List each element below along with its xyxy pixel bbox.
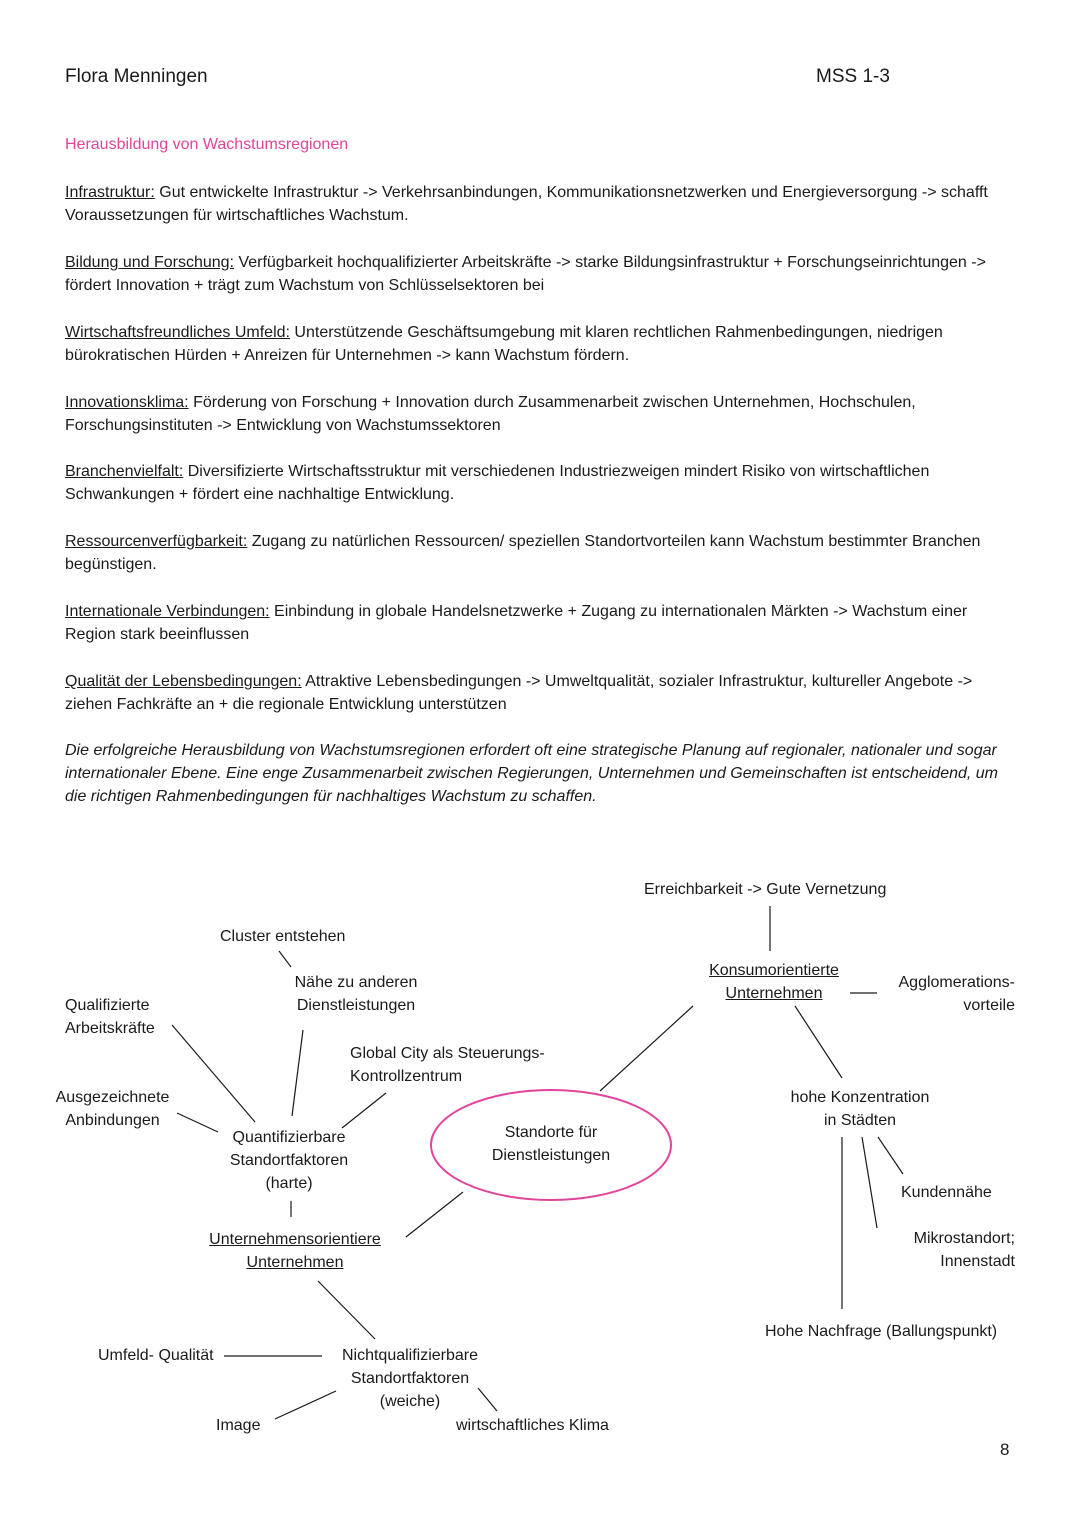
node-line: Konsumorientierte — [709, 962, 839, 979]
node-line: Anbindungen — [65, 1112, 160, 1129]
node-erreichbarkeit: Erreichbarkeit -> Gute Vernetzung — [644, 881, 887, 898]
node-line: Quantifizierbare — [232, 1129, 346, 1146]
factor-term: Branchenvielfalt: — [65, 463, 184, 480]
node-line: Agglomerations- — [898, 974, 1015, 991]
connector-line — [292, 1030, 303, 1116]
factor-text: Einbindung in globale Handelsnetzwerke + Zugang zu internationalen Märkten -> Wachstum einer Region stark beeinflussen — [65, 603, 968, 643]
node-line: hohe Konzentration — [790, 1089, 930, 1106]
author-name: Flora Menningen — [65, 66, 208, 87]
node-line: Global City als Steuerungs- — [350, 1045, 545, 1062]
center-node-line: Standorte für — [504, 1124, 598, 1141]
node-line: Innenstadt — [940, 1253, 1015, 1270]
conclusion-paragraph: Die erfolgreiche Herausbildung von Wachstumsregionen erfordert oft eine strategische Planung auf regionaler, nationaler und sogar internationaler Ebene. Eine enge Zusammenarbeit zwischen Regierungen, Unternehmen und Gemeinschaften ist entscheidend, um die richtigen Rahmenbedingungen für nachhaltiges Wachstum zu schaffen. — [65, 742, 998, 805]
node-konsum — [694, 959, 854, 1005]
node-line: Ausgezeichnete — [55, 1089, 170, 1106]
factor-term: Ressourcenverfügbarkeit: — [65, 533, 248, 550]
node-line: (weiche) — [379, 1393, 441, 1410]
node-line: Mikrostandort; — [913, 1230, 1015, 1247]
node-line: Dienstleistungen — [296, 997, 416, 1014]
node-nachfrage: Hohe Nachfrage (Ballungspunkt) — [765, 1323, 998, 1340]
node-global-city — [350, 1042, 545, 1088]
center-node-line: Dienstleistungen — [491, 1147, 611, 1164]
node-naehe — [286, 971, 426, 1017]
connector-line — [862, 1137, 877, 1228]
factor-term: Bildung und Forschung: — [65, 254, 234, 271]
section-title: Herausbildung von Wachstumsregionen — [65, 136, 349, 153]
node-line: in Städten — [823, 1112, 897, 1129]
factor-text: Attraktive Lebensbedingungen -> Umweltqualität, sozialer Infrastruktur, kultureller Angebote -> ziehen Fachkräfte an + die regionale Entwicklung unterstützen — [65, 673, 973, 713]
node-line: Standortfaktoren — [229, 1152, 349, 1169]
page-number: 8 — [1000, 1440, 1010, 1459]
connector-line — [406, 1192, 463, 1237]
connector-line — [795, 1006, 842, 1078]
connector-line — [172, 1025, 255, 1122]
node-unternehmensorientiert — [195, 1228, 395, 1274]
node-mikrostandort — [880, 1227, 1015, 1273]
center-node — [481, 1121, 621, 1167]
node-line: (harte) — [265, 1175, 313, 1192]
node-qualifizierte — [65, 994, 155, 1040]
factor-text: Verfügbarkeit hochqualifizierter Arbeitskräfte -> starke Bildungsinfrastruktur + Forschungseinrichtungen -> fördert Innovation + trägt zum Wachstum von Schlüsselsektoren bei — [65, 254, 986, 294]
factor-text: Unterstützende Geschäftsumgebung mit klaren rechtlichen Rahmenbedingungen, niedrigen bürokratischen Hürden + Anreizen für Unternehmen -> kann Wachstum fördern. — [65, 324, 943, 364]
node-line: Kontrollzentrum — [350, 1068, 463, 1085]
factor-term: Qualität der Lebensbedingungen: — [65, 673, 302, 690]
factor-text: Förderung von Forschung + Innovation durch Zusammenarbeit zwischen Unternehmen, Hochschulen, Forschungsinstituten -> Entwicklung von Wachstumssektoren — [65, 394, 916, 434]
factor-term: Innovationsklima: — [65, 394, 189, 411]
connector-line — [600, 1006, 693, 1091]
factor-term: Infrastruktur: — [65, 184, 155, 201]
connector-line — [318, 1281, 375, 1339]
node-line: Qualifizierte — [65, 997, 150, 1014]
node-image: Image — [216, 1417, 261, 1434]
course-label: MSS 1-3 — [816, 66, 890, 87]
connector-line — [878, 1137, 903, 1174]
node-umfeld: Umfeld- Qualität — [98, 1347, 214, 1364]
node-line: Unternehmen — [725, 985, 823, 1002]
node-quantifizierbar — [214, 1126, 364, 1195]
node-klima: wirtschaftliches Klima — [456, 1417, 609, 1434]
node-line: Standortfaktoren — [350, 1370, 470, 1387]
connector-line — [177, 1113, 218, 1132]
node-line: Nichtqualifizierbare — [341, 1347, 479, 1364]
node-konzentration — [780, 1086, 940, 1132]
connector-line — [342, 1093, 386, 1128]
node-kundennaehe: Kundennähe — [901, 1184, 992, 1201]
factor-text: Diversifizierte Wirtschaftsstruktur mit verschiedenen Industriezweigen mindert Risiko von wirtschaftlichen Schwankungen + fördert eine nachhaltige Entwicklung. — [65, 463, 930, 503]
factor-text: Zugang zu natürlichen Ressourcen/ speziellen Standortvorteilen kann Wachstum bestimmter Branchen begünstigen. — [65, 533, 981, 573]
node-line: Arbeitskräfte — [65, 1020, 155, 1037]
connector-line — [279, 951, 291, 967]
factor-term: Wirtschaftsfreundliches Umfeld: — [65, 324, 290, 341]
node-line: Unternehmen — [246, 1254, 344, 1271]
node-line: vorteile — [963, 997, 1015, 1014]
factor-term: Internationale Verbindungen: — [65, 603, 270, 620]
connector-line — [275, 1391, 336, 1419]
node-agglomeration — [880, 971, 1015, 1017]
node-cluster: Cluster entstehen — [220, 928, 346, 945]
node-nichtquantifizierbar — [330, 1344, 490, 1413]
node-line: Nähe zu anderen — [294, 974, 418, 991]
node-anbindungen — [50, 1086, 175, 1132]
factor-text: Gut entwickelte Infrastruktur -> Verkehrsanbindungen, Kommunikationsnetzwerken und Energieversorgung -> schafft Voraussetzungen für wirtschaftliches Wachstum. — [65, 184, 988, 224]
node-line: Unternehmensorientiere — [209, 1231, 381, 1248]
